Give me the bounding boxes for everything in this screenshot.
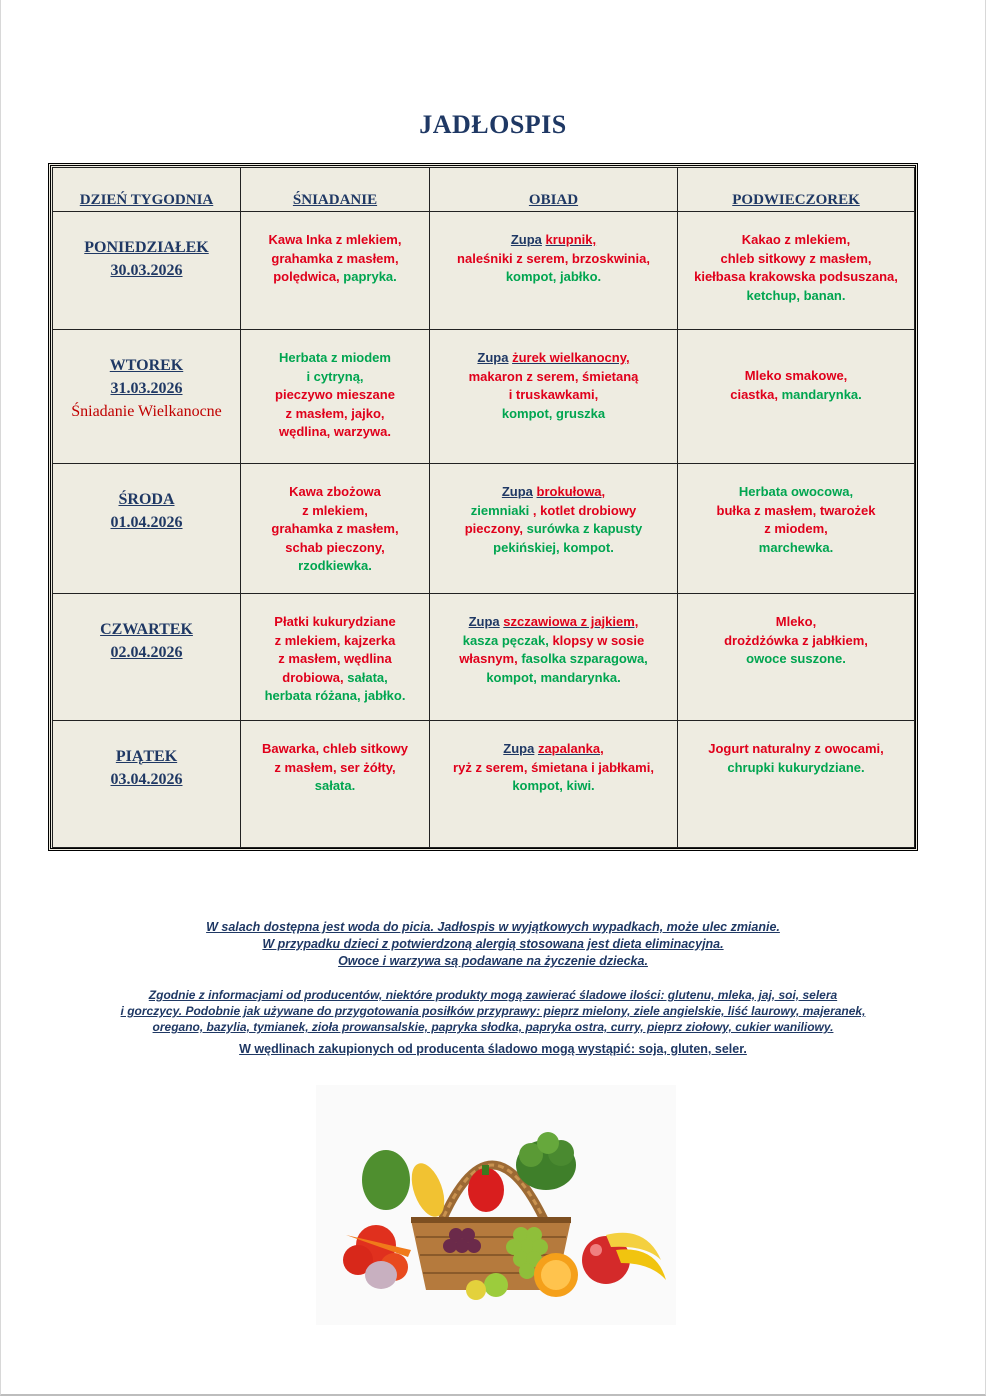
day-name: PONIEDZIAŁEK: [84, 239, 209, 256]
meal-line: kompot, jabłko.: [505, 269, 602, 284]
meal-line: sałata.: [314, 778, 356, 793]
table-row: [53, 464, 915, 594]
day-date: 01.04.2026: [110, 514, 183, 531]
lunch-cell: [430, 594, 678, 721]
meal-line: Płatki kukurydziane: [274, 614, 396, 629]
footer-note-water: W salach dostępna jest woda do picia. Jadłospis w wyjątkowych wypadkach, może ulec zmianie.: [206, 920, 780, 934]
lunch-cell: [430, 330, 678, 464]
table-row: [53, 212, 915, 330]
soup-name: brokułowa,: [536, 484, 606, 499]
snack-cell: [678, 721, 915, 848]
day-cell-thursday: [53, 594, 241, 721]
meal-line: klopsy w sosie: [552, 632, 645, 648]
meal-line: Mleko,: [775, 614, 817, 629]
meal-line: z mlekiem,: [302, 502, 368, 518]
header-snack: PODWIECZOREK: [678, 168, 915, 212]
footer-cold-cuts: W wędlinach zakupionych od producenta śladowo mogą wystąpić: soja, gluten, seler.: [239, 1042, 747, 1056]
table-row: [53, 594, 915, 721]
meal-line: fasolka szparagowa,: [521, 651, 648, 666]
snack-cell: [678, 464, 915, 594]
footer-allergens-1: Zgodnie z informacjami od producentów, niektóre produkty mogą zawierać śladowe ilości: glutenu, mleka, jaj, soi, selera: [148, 988, 838, 1002]
meal-line: chleb sitkowy z masłem,: [720, 250, 872, 266]
meal-line: pieczony,: [464, 521, 524, 536]
day-date: 31.03.2026: [110, 380, 183, 397]
meal-line: własnym,: [459, 651, 518, 666]
meal-line: makaron z serem, śmietaną: [468, 368, 639, 384]
meal-line: papryka.: [343, 269, 397, 284]
header-day: DZIEŃ TYGODNIA: [53, 168, 241, 212]
meal-line: Bawarka, chleb sitkowy: [262, 741, 408, 756]
meal-line: Kawa zbożowa: [289, 484, 381, 499]
meal-line: Herbata z miodem: [279, 350, 391, 365]
breakfast-cell: [241, 212, 430, 330]
meal-line: z masłem, wędlina: [278, 651, 392, 666]
day-note: Śniadanie Wielkanocne: [71, 403, 222, 420]
day-name: ŚRODA: [118, 491, 175, 508]
day-cell-friday: [53, 721, 241, 848]
soup-name: żurek wielkanocny,: [512, 350, 630, 365]
day-date: 30.03.2026: [110, 262, 183, 279]
meal-line: Jogurt naturalny z owocami,: [708, 741, 884, 756]
meal-line: Kawa Inka z mlekiem,: [268, 232, 402, 247]
meal-line: naleśniki z serem, brzoskwinia,: [457, 250, 650, 266]
snack-cell: [678, 594, 915, 721]
snack-cell: [678, 330, 915, 464]
meal-line: owoce suszone.: [746, 651, 846, 666]
meal-line: z masłem, ser żółty,: [274, 759, 396, 775]
breakfast-cell: [241, 330, 430, 464]
meal-line: Kakao z mlekiem,: [741, 232, 851, 247]
meal-line: ziemniaki: [470, 502, 530, 518]
meal-line: rzodkiewka.: [298, 558, 372, 573]
snack-cell: [678, 212, 915, 330]
meal-line: kompot, mandarynka.: [486, 669, 621, 685]
meal-line: kompot, kiwi.: [512, 778, 595, 793]
meal-line: bułka z masłem, twarożek: [716, 502, 876, 518]
meal-line: polędwica,: [273, 269, 340, 284]
meal-line: marchewka.: [758, 539, 834, 555]
meal-line: pekińskiej, kompot.: [493, 539, 614, 555]
meal-line: drobiowa,: [282, 669, 344, 685]
footer-allergens-2: i gorczycy. Podobnie jak używane do przygotowania posiłków przyprawy: pieprz mielony, ziele angielskie, liść laurowy, majeranek,: [120, 1004, 866, 1018]
meal-line: ketchup, banan.: [746, 287, 846, 303]
meal-line: , kotlet drobiowy: [532, 502, 637, 518]
meal-line: surówka z kapusty: [526, 521, 643, 536]
soup-name: szczawiowa z jajkiem,: [503, 614, 639, 629]
footer-allergens-3: oregano, bazylia, tymianek, zioła prowansalskie, papryka słodka, papryka ostra, curry, pieprz ziołowy, cukier waniliowy.: [152, 1020, 834, 1034]
meal-line: grahamka z masłem,: [271, 521, 399, 536]
table-row: [53, 721, 915, 848]
meal-line: Mleko smakowe,: [744, 368, 848, 383]
meal-line: grahamka z masłem,: [271, 250, 399, 266]
meal-line: mandarynka.: [781, 386, 862, 402]
soup-label: Zupa: [468, 614, 500, 629]
day-name: CZWARTEK: [100, 621, 193, 638]
day-cell-wednesday: [53, 464, 241, 594]
footer-note-allergy: W przypadku dzieci z potwierdzoną alergią stosowana jest dieta eliminacyjna.: [262, 937, 724, 951]
meal-line: sałata,: [347, 669, 388, 685]
header-lunch: OBIAD: [430, 168, 678, 212]
meal-line: chrupki kukurydziane.: [727, 759, 865, 775]
meal-line: ciastka,: [730, 386, 778, 402]
soup-name: krupnik,: [545, 232, 597, 247]
meal-line: ryż z serem, śmietana i jabłkami,: [453, 759, 654, 775]
breakfast-cell: [241, 721, 430, 848]
soup-label: Zupa: [501, 484, 533, 499]
meal-line: kiełbasa krakowska podsuszana,: [694, 269, 898, 284]
lunch-cell: [430, 464, 678, 594]
meal-line: z miodem,: [764, 521, 828, 536]
day-name: WTOREK: [109, 357, 184, 374]
meal-line: z mlekiem, kajzerka: [274, 632, 396, 648]
meal-line: herbata różana, jabłko.: [264, 688, 406, 703]
meal-line: drożdżówka z jabłkiem,: [724, 632, 868, 648]
table-row: [53, 330, 915, 464]
day-date: 03.04.2026: [110, 771, 183, 788]
fruit-basket-image: [316, 1085, 676, 1325]
meal-line: i cytryną,: [306, 368, 364, 384]
soup-label: Zupa: [510, 232, 542, 247]
meal-line: kasza pęczak,: [462, 632, 549, 648]
header-breakfast: ŚNIADANIE: [241, 168, 430, 212]
meal-line: z masłem, jajko,: [285, 405, 385, 421]
meal-line: i truskawkami,: [508, 387, 599, 402]
day-cell-monday: [53, 212, 241, 330]
meal-line: kompot, gruszka: [501, 405, 606, 421]
lunch-cell: [430, 721, 678, 848]
day-date: 02.04.2026: [110, 644, 183, 661]
meal-line: wędlina, warzywa.: [279, 424, 391, 439]
meal-line: schab pieczony,: [285, 539, 385, 555]
day-cell-tuesday: [53, 330, 241, 464]
soup-label: Zupa: [503, 741, 535, 756]
day-name: PIĄTEK: [115, 748, 178, 765]
breakfast-cell: [241, 594, 430, 721]
meal-line: Herbata owocowa,: [738, 484, 854, 499]
breakfast-cell: [241, 464, 430, 594]
lunch-cell: [430, 212, 678, 330]
soup-name: zapalanka,: [537, 741, 604, 756]
menu-table: [48, 163, 918, 851]
page-title: JADŁOSPIS: [419, 110, 567, 139]
footer-note-fruit: Owoce i warzywa są podawane na życzenie dziecka.: [338, 954, 648, 968]
soup-label: Zupa: [477, 350, 509, 365]
meal-line: pieczywo mieszane: [275, 387, 395, 402]
